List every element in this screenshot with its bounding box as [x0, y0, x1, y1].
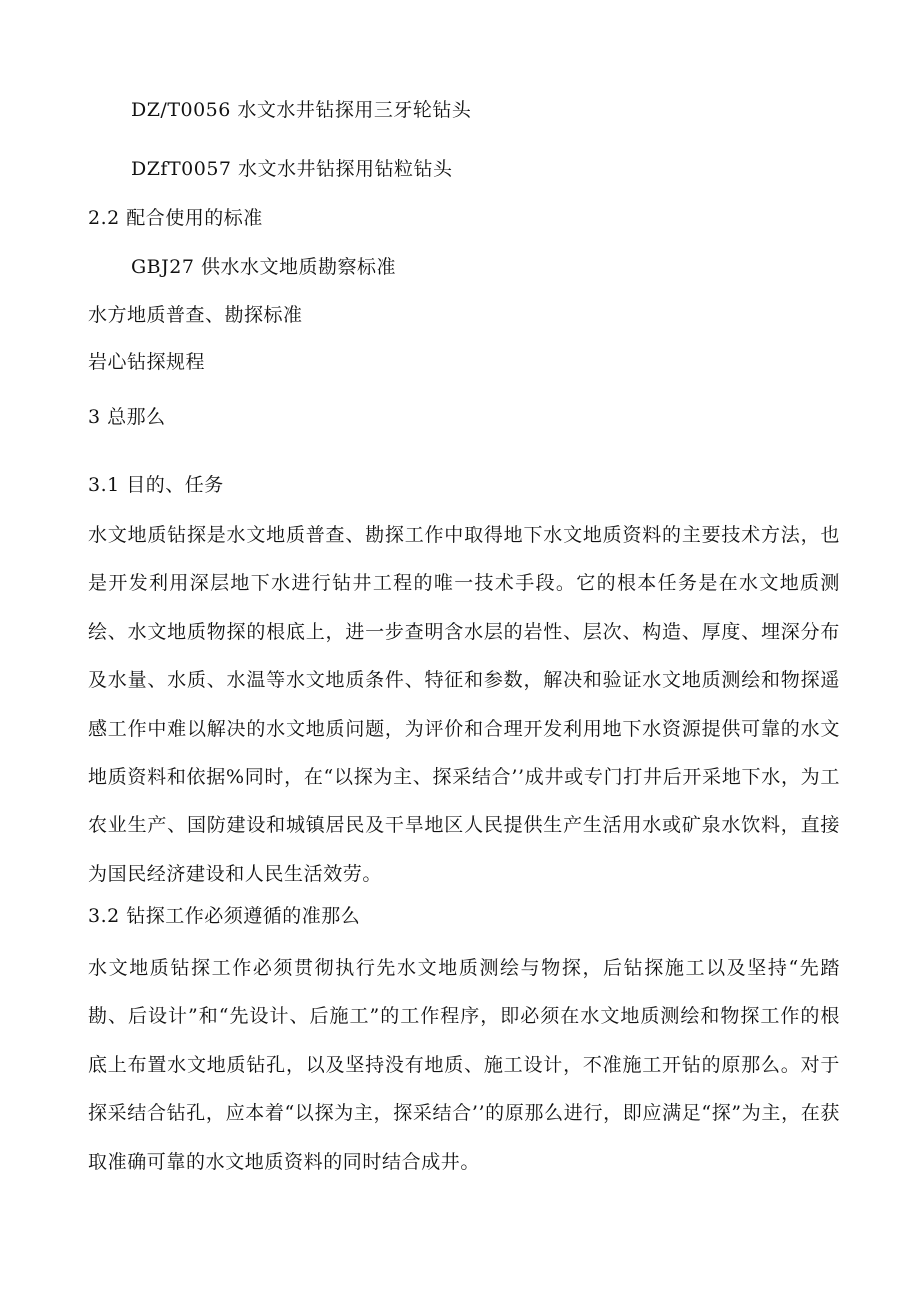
section-3-2-heading: 3.2 钻探工作必须遵循的准那么	[88, 905, 361, 927]
section-3-2-paragraph: 水文地质钻探工作必须贯彻执行先水文地质测绘与物探，后钻探施工以及坚持“先踏勘、后设计”和“先设计、后施工”的工作程序，即必须在水文地质测绘和物探工作的根底上布置水文地质钻孔，以及坚持没有地质、施工设计，不准施工开钻的原那么。对于探采结合钻孔，应本着“以探为主，探采结合’’的原那么进行，即应满足“探”为主，在获取准确可靠的水文地质资料的同时结合成井。	[88, 957, 840, 1173]
reference-survey-standard: 水方地质普查、勘探标准	[88, 304, 303, 326]
section-2-2-heading: 2.2 配合使用的标准	[88, 207, 263, 229]
reference-core-drilling: 岩心钻探规程	[88, 351, 206, 373]
standard-dz-t0056: DZ/T0056 水文水井钻探用三牙轮钻头	[131, 99, 472, 121]
standard-gbj27: GBJ27 供水水文地质勘察标准	[131, 256, 396, 278]
section-3-1-paragraph: 水文地质钻探是水文地质普查、勘探工作中取得地下水文地质资料的主要技术方法，也是开发利用深层地下水进行钻井工程的唯一技术手段。它的根本任务是在水文地质测绘、水文地质物探的根底上，进一步查明含水层的岩性、层次、构造、厚度、埋深分布及水量、水质、水温等水文地质条件、特征和参数，解决和验证水文地质测绘和物探遥感工作中难以解决的水文地质问题，为评价和合理开发利用地下水资源提供可靠的水文地质资料和依据%同时，在“以探为主、探采结合’’成井或专门打井后开采地下水，为工农业生产、国防建设和城镇居民及干旱地区人民提供生产生活用水或矿泉水饮料，直接为国民经济建设和人民生活效劳。	[88, 524, 840, 885]
standard-dz-t0057: DZfT0057 水文水井钻探用钻粒钻头	[131, 158, 453, 180]
section-3-1-heading: 3.1 目的、任务	[88, 474, 224, 496]
section-3-heading: 3 总那么	[88, 406, 166, 428]
